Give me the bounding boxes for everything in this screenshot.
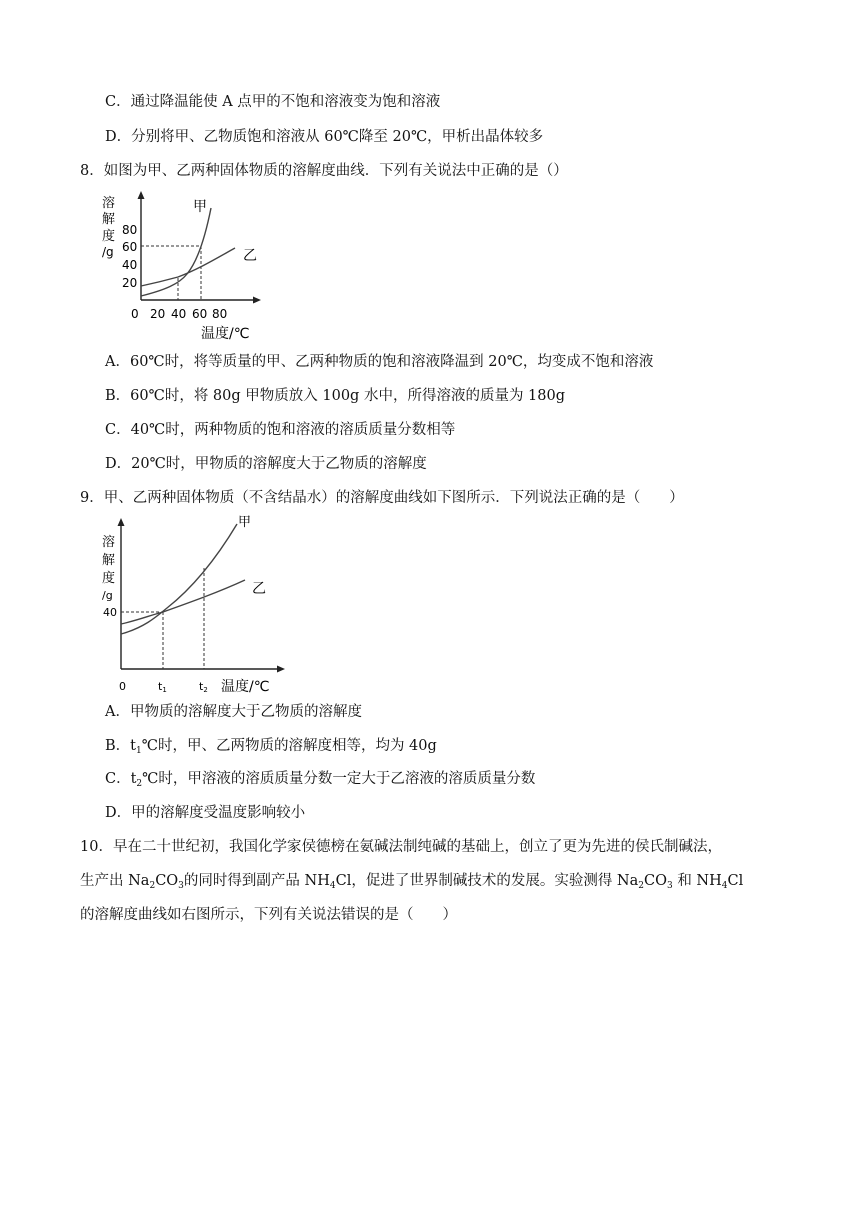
q9-stem: 9．甲、乙两种固体物质（不含结晶水）的溶解度曲线如下图所示．下列说法正确的是（ ） [80, 490, 684, 506]
q9-xlabel: 温度/℃ [221, 679, 270, 695]
q8-solubility-chart [95, 190, 275, 342]
q8-xtick-0: 0 [131, 307, 139, 321]
q8-curve-yi [141, 248, 235, 286]
q7-option-d: D．分别将甲、乙物质饱和溶液从 60℃降至 20℃，甲析出晶体较多 [105, 129, 544, 145]
q9-xtick-t2: t2 [199, 680, 208, 694]
q8-option-b: B．60℃时，将 80g 甲物质放入 100g 水中，所得溶液的质量为 180g [105, 388, 566, 404]
q9-origin: 0 [119, 680, 126, 693]
q8-option-a: A．60℃时，将等质量的甲、乙两种物质的饱和溶液降温到 20℃，均变成不饱和溶液 [105, 354, 654, 370]
q8-ylabel-3: 度 [102, 229, 116, 244]
q10-stem-line1: 10．早在二十世纪初，我国化学家侯德榜在氨碱法制纯碱的基础上，创立了更为先进的侯氏制碱法， [80, 839, 722, 855]
q8-ylabel-2: 解 [102, 212, 116, 227]
q9-series-jia: 甲 [238, 515, 252, 530]
q9-solubility-chart [95, 514, 295, 696]
q8-xtick-80: 80 [212, 307, 228, 321]
q9-ytick-40: 40 [103, 606, 117, 619]
q9-curve-yi [121, 580, 245, 624]
q9-option-b: B．$t_1℃$时，甲、乙两物质的溶解度相等，均为 40g [105, 738, 437, 756]
q7-option-c: C．通过降温能使 A 点甲的不饱和溶液变为饱和溶液 [105, 94, 441, 110]
q10-stem-line3: 的溶解度曲线如右图所示，下列有关说法错误的是（ ） [80, 907, 457, 923]
q9-ylabel-4: /g [102, 589, 113, 602]
q9-ylabel-3: 度 [102, 571, 116, 586]
q8-xlabel: 温度/℃ [201, 326, 250, 342]
q8-xtick-20: 20 [150, 307, 166, 321]
q8-ytick-40: 40 [122, 258, 138, 272]
q9-x-arrow [277, 666, 285, 673]
q8-stem: 8．如图为甲、乙两种固体物质的溶解度曲线．下列有关说法中正确的是（） [80, 163, 568, 179]
q9-option-d: D．甲的溶解度受温度影响较小 [105, 805, 306, 821]
q8-ytick-80: 80 [122, 223, 138, 237]
q9-ylabel-1: 溶 [102, 535, 116, 550]
q8-ytick-60: 60 [122, 240, 138, 254]
q9-ylabel-2: 解 [102, 553, 116, 568]
q9-y-arrow [118, 518, 125, 526]
q8-ylabel-4: /g [102, 245, 114, 259]
q8-series-jia: 甲 [193, 199, 207, 215]
q10-stem-line2: 生产出 $Na_2CO_3$的同时得到副产品 $NH_4Cl$，促进了世界制碱技术的发展。实验测得 $Na_2CO_3$ 和 $NH_4Cl$ [80, 873, 744, 891]
q8-ytick-20: 20 [122, 276, 138, 290]
q8-x-arrow [253, 297, 261, 304]
q8-ylabel-1: 溶 [102, 196, 116, 211]
q9-series-yi: 乙 [252, 581, 266, 597]
q8-xtick-40: 40 [171, 307, 187, 321]
q9-option-a: A．甲物质的溶解度大于乙物质的溶解度 [105, 704, 362, 720]
q9-xtick-t1: t1 [158, 680, 167, 694]
q9-option-c: C．$t_2℃$时，甲溶液的溶质质量分数一定大于乙溶液的溶质质量分数 [105, 771, 536, 789]
q8-y-arrow [138, 191, 145, 199]
q9-curve-jia [121, 524, 237, 634]
q8-series-yi: 乙 [243, 248, 257, 264]
q8-option-d: D．20℃时，甲物质的溶解度大于乙物质的溶解度 [105, 456, 427, 472]
q8-xtick-60: 60 [192, 307, 208, 321]
q8-option-c: C．40℃时，两种物质的饱和溶液的溶质质量分数相等 [105, 422, 456, 438]
